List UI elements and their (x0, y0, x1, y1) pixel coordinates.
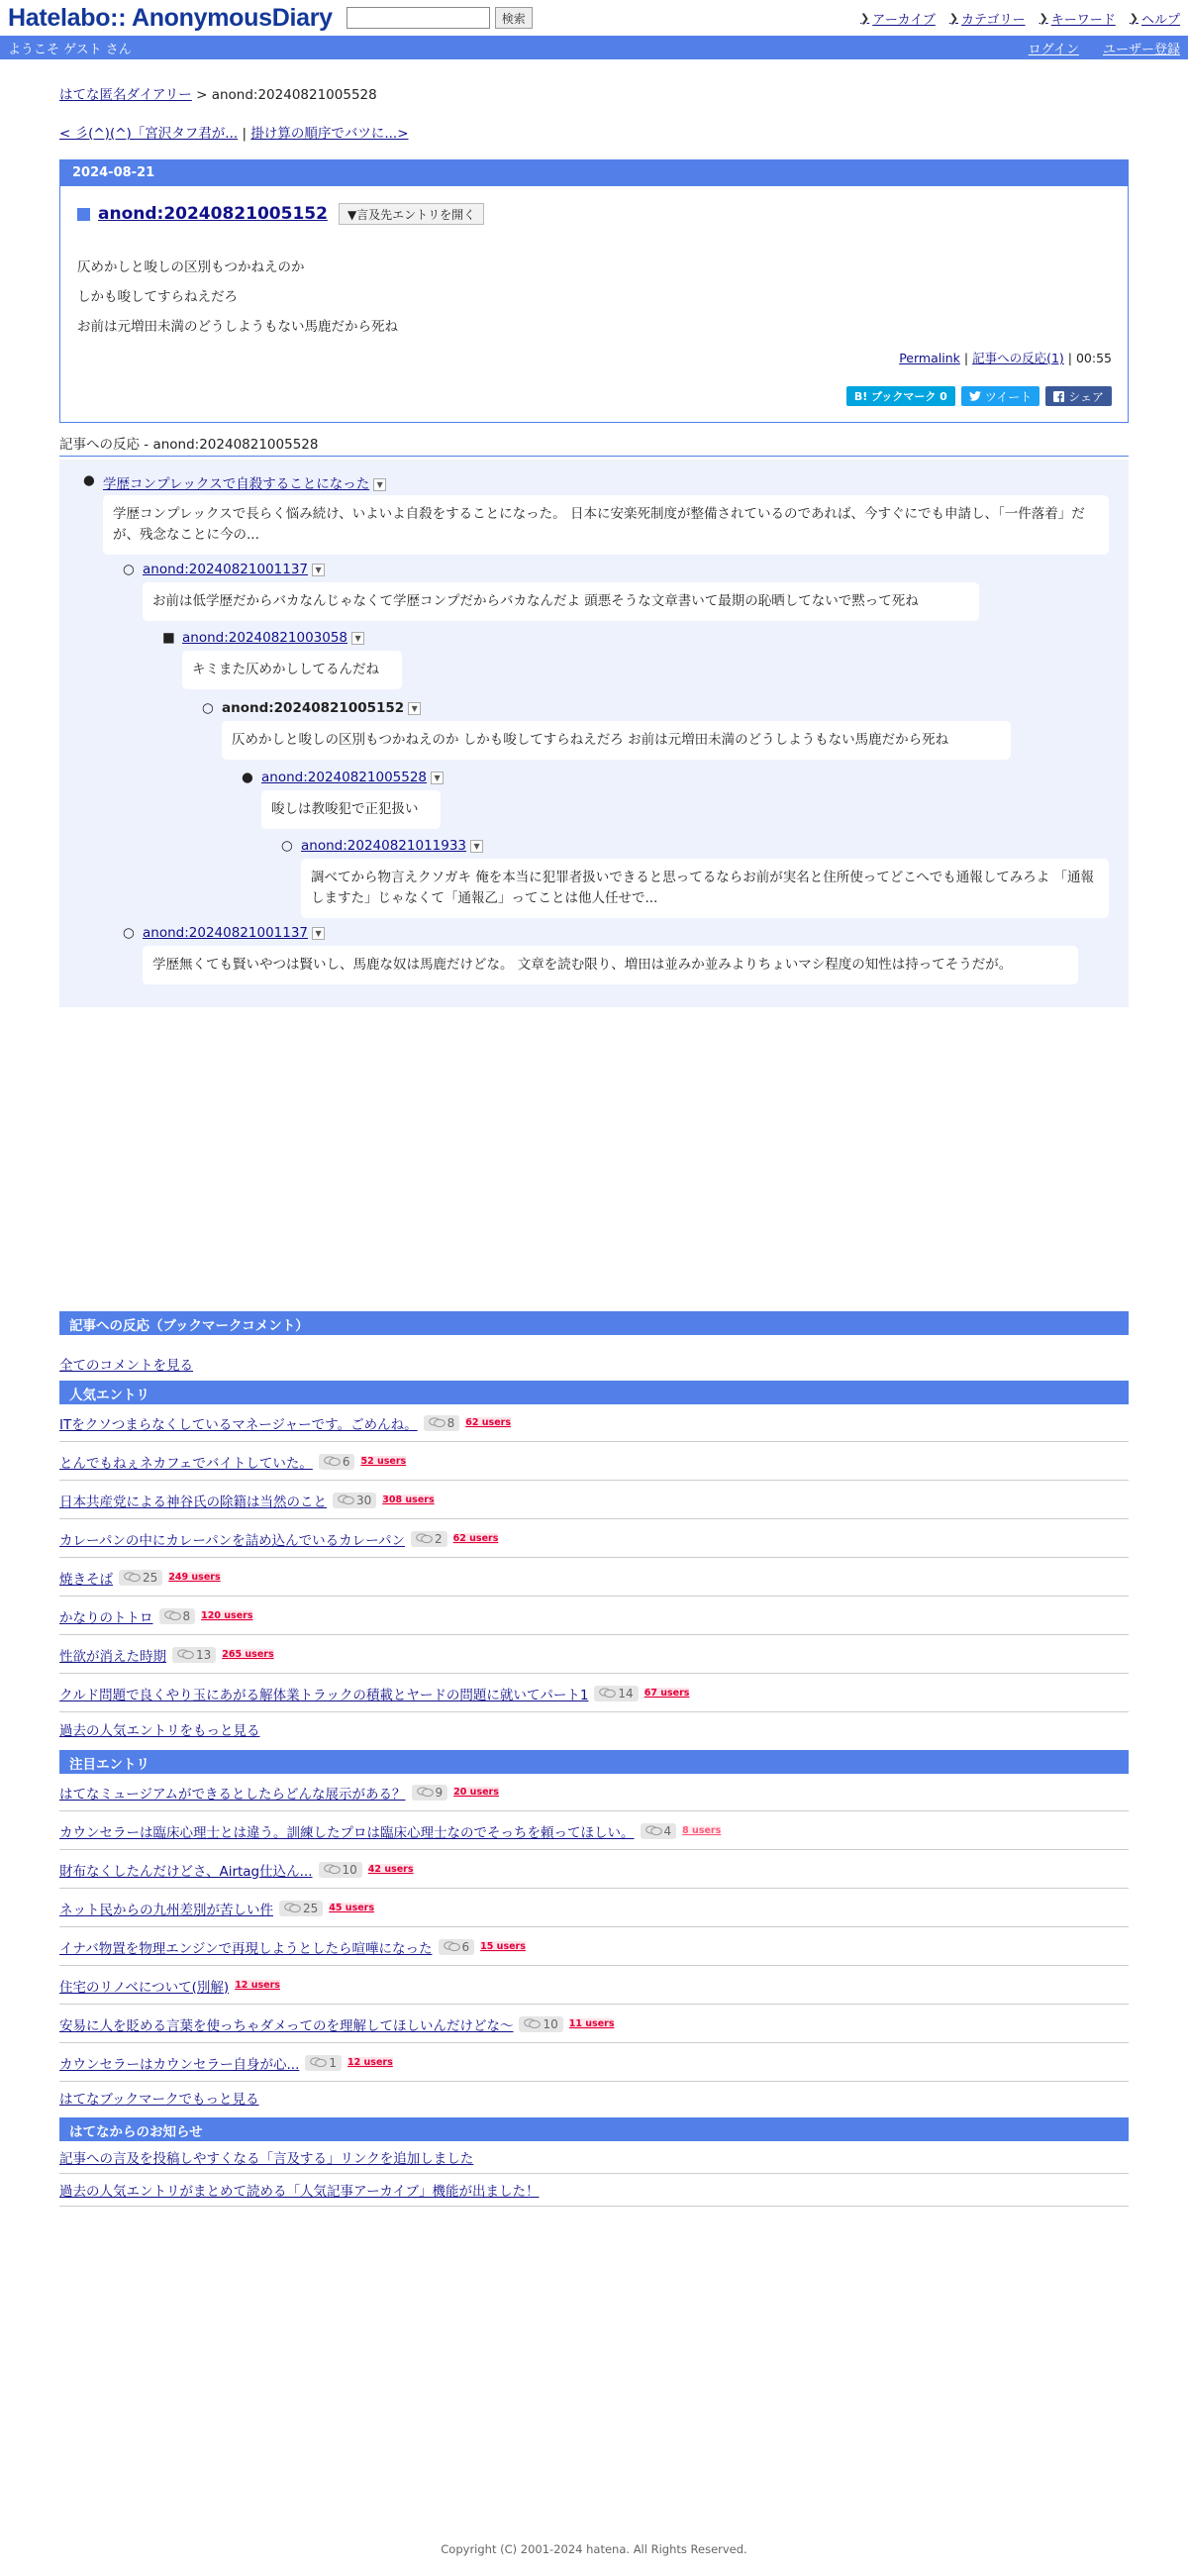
bookmark-users-count[interactable]: 15 users (480, 1941, 526, 1952)
comment-count-badge[interactable] (119, 1570, 162, 1586)
bookmark-users-count[interactable]: 265 users (222, 1649, 274, 1660)
dropdown-icon[interactable]: ▼ (373, 478, 386, 491)
entry-link[interactable]: イナバ物置を物理エンジンで再現しようとしたら喧嘩になった (59, 1940, 433, 1957)
news-item (59, 2141, 1129, 2174)
comment-count-badge[interactable] (411, 1531, 447, 1547)
breadcrumb-current: anond:20240821005528 (211, 87, 377, 103)
dropdown-icon[interactable]: ▼ (351, 632, 364, 645)
comment-count: 10 (342, 1862, 357, 1877)
news-item (59, 2174, 1129, 2207)
news-link[interactable]: 過去の人気エントリがまとめて読める「人気記事アーカイブ」機能が出ました！ (59, 2184, 540, 2200)
login-link[interactable]: ログイン (1028, 42, 1079, 57)
permalink[interactable]: Permalink (899, 351, 960, 365)
comment-count-badge[interactable] (159, 1608, 196, 1624)
dropdown-icon[interactable]: ▼ (312, 927, 325, 940)
bookmark-users-count[interactable]: 120 users (201, 1610, 253, 1621)
featured-entries-heading: 注目エントリ (59, 1750, 1129, 1774)
entry-row (59, 2044, 1129, 2082)
nav-separator: | (242, 126, 248, 142)
comment-count: 13 (196, 1647, 212, 1662)
disc-bullet-icon: ● (242, 770, 253, 785)
breadcrumb-root[interactable]: はてな匿名ダイアリー (59, 87, 192, 103)
bookmark-more-link[interactable]: はてなブックマークでもっと見る (59, 2092, 259, 2108)
entry-row (59, 1443, 1129, 1481)
tree-node (123, 925, 325, 941)
tweet-button[interactable] (961, 386, 1040, 406)
comment-count: 2 (434, 1531, 443, 1546)
reaction-title-link[interactable]: 学歴コンプレックスで自殺することになった (103, 476, 370, 492)
speech-bubble-icon (416, 1533, 433, 1544)
bookmark-users-count[interactable]: 249 users (168, 1572, 221, 1583)
speech-bubble-icon (645, 1825, 662, 1836)
entry-row (59, 1967, 1129, 2005)
comment-count: 9 (435, 1785, 444, 1800)
tree-node (162, 630, 364, 646)
bookmark-users-count[interactable]: 62 users (465, 1417, 511, 1428)
entry-link[interactable]: ネット民からの九州差別が苦しい件 (59, 1902, 273, 1918)
facebook-icon (1053, 391, 1064, 402)
reaction-excerpt: キミまた仄めかししてるんだね (182, 651, 402, 689)
comment-count-badge[interactable] (641, 1823, 677, 1839)
comment-count: 4 (663, 1823, 672, 1838)
entry-row (59, 1636, 1129, 1674)
entry-link[interactable]: かなりのトトロ (59, 1609, 153, 1626)
nav-keyword[interactable] (1040, 9, 1116, 28)
entry-row (59, 1520, 1129, 1558)
all-comments-link[interactable]: 全てのコメントを見る (59, 1358, 193, 1374)
search-input[interactable] (346, 7, 490, 29)
entry-row (59, 2006, 1129, 2043)
bookmark-users-count[interactable]: 12 users (347, 2057, 393, 2068)
tree-node (281, 838, 483, 854)
chevron-right-icon: ❯ (1129, 11, 1138, 25)
tweet-label: ツイート (984, 389, 1033, 404)
tree-node (123, 562, 325, 577)
reactions-link[interactable]: 記事への反応(1) (972, 351, 1064, 365)
comment-count: 25 (143, 1570, 158, 1585)
reaction-tree (59, 460, 1129, 1007)
entry-link[interactable]: 財布なくしたんだけどさ、Airtag仕込ん... (59, 1863, 313, 1880)
entry-link[interactable]: 日本共産党による神谷氏の除籍は当然のこと (59, 1494, 327, 1510)
nav-label: アーカイブ (872, 12, 936, 28)
bookmark-users-count[interactable]: 42 users (367, 1864, 414, 1875)
header (0, 0, 1188, 36)
nav-archive[interactable] (860, 9, 936, 28)
bookmark-users-count[interactable]: 11 users (568, 2018, 615, 2029)
popular-entries-heading: 人気エントリ (59, 1381, 1129, 1404)
comment-count-badge[interactable] (279, 1901, 323, 1916)
dropdown-icon[interactable]: ▼ (431, 772, 444, 784)
entry-time: 00:55 (1075, 351, 1112, 365)
entry-row (59, 1812, 1129, 1850)
reaction-title-link[interactable]: anond:20240821011933 (301, 838, 467, 854)
comment-count: 8 (182, 1608, 191, 1623)
chevron-right-icon: ❯ (1039, 11, 1048, 25)
dropdown-icon[interactable]: ▼ (408, 702, 421, 715)
circle-bullet-icon: ○ (281, 838, 293, 854)
entry-link[interactable]: 住宅のリノベについて(別解) (59, 1979, 230, 1996)
entry-row (59, 1928, 1129, 1966)
entry-link[interactable]: カウンセラーはカウンセラー自身が心... (59, 2056, 300, 2073)
comment-count: 10 (543, 2016, 558, 2031)
disc-bullet-icon: ● (83, 472, 95, 488)
news-heading: はてなからのお知らせ (59, 2117, 1129, 2141)
entry-row (59, 1482, 1129, 1519)
comment-count-badge[interactable] (305, 2055, 342, 2071)
entry-link[interactable]: とんでもねぇネカフェでバイトしていた。 (59, 1455, 313, 1472)
entry-row (59, 1559, 1129, 1597)
entry-link[interactable]: ITをクソつまらなくしているマネージャーです。ごめんね。 (59, 1416, 418, 1433)
tree-node (83, 472, 386, 492)
nav-label: ヘルプ (1140, 12, 1180, 28)
dropdown-icon[interactable]: ▼ (312, 564, 325, 576)
comment-count: 8 (446, 1415, 455, 1430)
speech-bubble-icon (429, 1417, 446, 1428)
entry-row (59, 1404, 1129, 1442)
comment-count-badge[interactable] (319, 1862, 362, 1878)
comment-count: 25 (303, 1901, 319, 1915)
comment-count-badge[interactable] (424, 1415, 460, 1431)
entry-line: お前は元増田未満のどうしようもない馬鹿だから死ね (77, 319, 398, 335)
reaction-title-link[interactable]: anond:20240821003058 (182, 630, 348, 646)
facebook-share-button[interactable] (1045, 386, 1112, 406)
dropdown-icon[interactable]: ▼ (470, 840, 483, 853)
site-logo[interactable]: Hatelabo:: AnonymousDiary (8, 3, 333, 32)
square-bullet-icon: ■ (162, 630, 175, 646)
twitter-bird-icon (969, 391, 981, 401)
header-nav (860, 9, 1180, 28)
comment-count-badge[interactable] (519, 2016, 562, 2032)
speech-bubble-icon (324, 1864, 341, 1875)
chevron-right-icon: ❯ (948, 11, 959, 25)
news-link[interactable]: 記事への言及を投稿しやすくなる「言及する」リンクを追加しました (59, 2151, 474, 2167)
reaction-title-link[interactable]: anond:20240821001137 (143, 562, 309, 577)
footer-separator: | (963, 351, 969, 365)
circle-bullet-icon: ○ (123, 562, 135, 577)
comment-count-badge[interactable] (319, 1454, 355, 1470)
reaction-excerpt: 唆しは教唆犯で正犯扱い (261, 790, 441, 829)
entry-row (59, 1774, 1129, 1811)
bookmark-users-count[interactable]: 67 users (644, 1688, 690, 1699)
circle-bullet-icon: ○ (123, 925, 135, 941)
speech-bubble-icon (338, 1494, 354, 1505)
footer-separator: | (1067, 351, 1072, 365)
speech-bubble-icon (324, 1456, 341, 1467)
speech-bubble-icon (177, 1649, 194, 1660)
prev-entry-link[interactable]: < 彡(^)(^)「宮沢タフ君が... (59, 126, 239, 142)
entry-link[interactable]: カレーパンの中にカレーパンを詰め込んでいるカレーパン (59, 1532, 405, 1549)
speech-bubble-icon (599, 1688, 616, 1699)
bookmark-users-count[interactable]: 20 users (453, 1787, 499, 1798)
speech-bubble-icon (310, 2057, 327, 2068)
entry-footer (899, 349, 1112, 366)
comment-count: 14 (618, 1686, 634, 1700)
bookmark-users-count[interactable]: 62 users (452, 1533, 499, 1544)
entry-box (59, 159, 1129, 423)
entry-title-row (77, 203, 484, 225)
speech-bubble-icon (164, 1610, 181, 1621)
search-button[interactable]: 検索 (495, 7, 533, 29)
bookmark-users-count[interactable]: 52 users (360, 1456, 407, 1467)
speech-bubble-icon (284, 1903, 301, 1913)
bookmark-users-count[interactable]: 8 users (682, 1825, 722, 1836)
reaction-excerpt: お前は低学歴だからバカなんじゃなくて学歴コンプだからバカなんだよ 頭悪そうな文章書いて最期の恥晒してないで黙って死ね (143, 582, 979, 621)
entry-link[interactable]: クルド問題で良くやり玉にあがる解体業トラックの積載とヤードの問題に就いてパート1 (59, 1687, 589, 1703)
entry-line: しかも唆してすらねえだろ (77, 289, 238, 305)
entry-link[interactable]: カウンセラーは臨床心理士とは違う。訓練したプロは臨床心理士なのでそっちを頼ってほしい。 (59, 1824, 635, 1841)
comment-count-badge[interactable] (412, 1785, 448, 1801)
share-buttons (846, 386, 1112, 406)
entry-date: 2024-08-21 (60, 160, 1128, 186)
title-square-icon (77, 208, 90, 221)
entry-row (59, 1890, 1129, 1927)
comment-count-badge[interactable] (594, 1686, 638, 1701)
circle-bullet-icon: ○ (202, 700, 214, 716)
reaction-excerpt: 学歴無くても賢いやつは賢いし、馬鹿な奴は馬鹿だけどな。 文章を読む限り、増田は並みか並みよりちょいマシ程度の知性は持ってそうだが。 (143, 946, 1078, 984)
entry-link[interactable]: 焼きそば (59, 1571, 113, 1588)
tree-node-current (202, 700, 421, 716)
comment-count: 6 (342, 1454, 350, 1469)
entry-title[interactable]: anond:20240821005152 (98, 204, 328, 224)
comment-count: 30 (356, 1493, 372, 1507)
speech-bubble-icon (124, 1572, 141, 1583)
nav-label: キーワード (1050, 12, 1116, 28)
entry-line: 仄めかしと唆しの区別もつかねえのか (77, 259, 305, 275)
reaction-excerpt: 学歴コンプレックスで長らく悩み続け、いよいよ自殺をすることになった。 日本に安楽死制度が整備されているのであれば、今すぐにでも申請し、「一件落着」だが、残念なことに今の... (103, 495, 1109, 555)
welcome-text: ようこそ ゲスト さん (8, 42, 132, 57)
chevron-right-icon: ❯ (860, 11, 870, 25)
entry-row (59, 1675, 1129, 1712)
user-bar (0, 36, 1188, 59)
entry-link[interactable]: はてなミュージアムができるとしたらどんな展示がある？ (59, 1786, 406, 1803)
comment-count-badge[interactable] (333, 1493, 376, 1508)
nav-label: カテゴリー (961, 12, 1026, 28)
user-links (1029, 39, 1180, 57)
comment-count: 1 (329, 2055, 338, 2070)
bookmark-users-count[interactable]: 12 users (235, 1980, 280, 1991)
comment-count-badge[interactable] (439, 1939, 475, 1955)
reaction-title-link[interactable]: anond:20240821001137 (143, 925, 309, 941)
reactions-heading: 記事への反応 - anond:20240821005528 (59, 433, 1129, 457)
tree-node (242, 770, 444, 785)
speech-bubble-icon (524, 2018, 541, 2029)
hatena-bookmark-button[interactable]: B! ブックマーク 0 (846, 386, 955, 406)
prev-next-nav (59, 122, 409, 142)
next-entry-link[interactable]: 掛け算の順序でバツに...> (250, 126, 409, 142)
popular-more-link[interactable]: 過去の人気エントリをもっと見る (59, 1723, 260, 1739)
entry-row (59, 1851, 1129, 1889)
bookmark-comments-heading: 記事への反応（ブックマークコメント） (59, 1311, 1129, 1335)
bookmark-users-count[interactable]: 45 users (329, 1903, 375, 1913)
reaction-excerpt: 調べてから物言えクソガキ 俺を本当に犯罪者扱いできると思ってるならお前が実名と住所使ってどこへでも通報してみろよ 「通報しますた」じゃなくて「通報乙」ってことは他人任せで... (301, 859, 1109, 918)
breadcrumb-separator: > (196, 87, 208, 103)
breadcrumb (59, 83, 377, 103)
share-label: シェア (1068, 389, 1104, 404)
nav-category[interactable] (949, 9, 1026, 28)
entry-row (59, 1597, 1129, 1635)
reaction-excerpt: 仄めかしと唆しの区別もつかねえのか しかも唆してすらねえだろ お前は元増田未満のどうしようもない馬鹿だから死ね (222, 721, 1011, 760)
entry-link[interactable]: 性欲が消えた時期 (59, 1648, 166, 1665)
reaction-title-link[interactable]: anond:20240821005528 (261, 770, 428, 785)
register-link[interactable]: ユーザー登録 (1102, 42, 1180, 57)
comment-count-badge[interactable] (172, 1647, 216, 1663)
speech-bubble-icon (444, 1941, 460, 1952)
reaction-title-current: anond:20240821005152 (222, 700, 405, 716)
comment-count: 6 (461, 1939, 470, 1954)
copyright: Copyright (C) 2001-2024 hatena. All Rights Reserved. (441, 2542, 747, 2556)
speech-bubble-icon (417, 1787, 434, 1798)
open-quoted-entry-button[interactable]: ▼言及先エントリを開く (339, 203, 484, 225)
entry-link[interactable]: 安易に人を貶める言葉を使っちゃダメってのを理解してほしいんだけどな〜 (59, 2017, 514, 2034)
nav-help[interactable] (1130, 9, 1180, 28)
bookmark-users-count[interactable]: 308 users (382, 1494, 435, 1505)
entry-body (77, 253, 398, 342)
